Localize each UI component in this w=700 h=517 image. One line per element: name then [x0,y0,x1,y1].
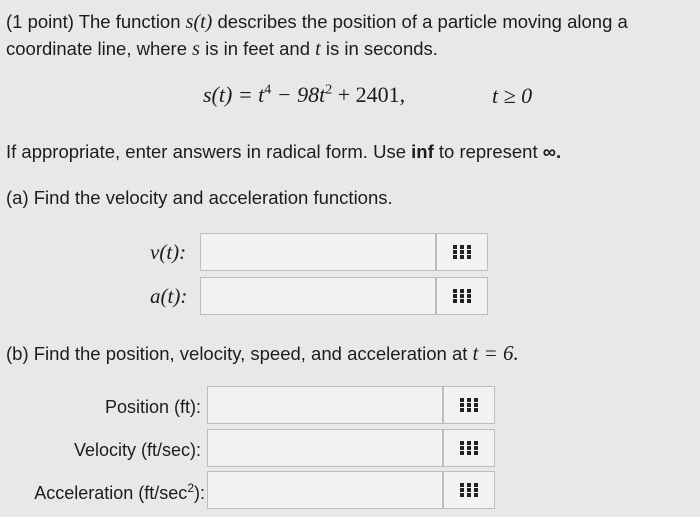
equation-palette-icon [460,483,478,497]
acceleration-function-input[interactable] [201,278,435,314]
palette-button-a[interactable] [436,277,488,315]
part-a-prompt: (a) Find the velocity and acceleration functions. [6,187,393,208]
palette-button-velocity[interactable] [443,429,495,467]
palette-button-v[interactable] [436,233,488,271]
position-equation: $s(t) = t^4 - 98t^2 + 2401$, [203,82,406,107]
instructions: If appropriate, enter answers in radical form. Use inf to represent ∞. [6,141,562,162]
position-label: Position (ft): [104,397,201,417]
position-input[interactable] [208,387,442,423]
v-label: v(t): [150,240,187,264]
equation-palette-icon [453,289,471,303]
velocity-field[interactable] [207,429,443,467]
velocity-label: Velocity (ft/sec): [73,440,201,460]
domain-condition: t ≥ 0 [492,83,533,108]
equation-palette-icon [460,398,478,412]
part-b-prompt: (b) Find the position, velocity, speed, and acceleration at t = 6. [6,341,519,365]
position-field[interactable] [207,386,443,424]
velocity-function-field[interactable] [200,233,436,271]
palette-button-position[interactable] [443,386,495,424]
problem-statement: (1 point) The function s(t) describes the position of a particle moving along a [6,11,628,33]
equation-palette-icon [453,245,471,259]
problem-statement-line2: coordinate line, where s is in feet and t is in seconds. [6,38,438,60]
velocity-function-input[interactable] [201,234,435,270]
points-label: (1 point) [6,11,74,32]
function-name: s(t) [185,11,213,33]
acceleration-function-field[interactable] [200,277,436,315]
a-label: a(t): [150,284,188,308]
palette-button-acceleration[interactable] [443,471,495,509]
acceleration-label: Acceleration $(ft/\sec^2)$: [34,481,205,503]
acceleration-input[interactable] [208,472,442,508]
velocity-input[interactable] [208,430,442,466]
equation-palette-icon [460,441,478,455]
acceleration-field[interactable] [207,471,443,509]
